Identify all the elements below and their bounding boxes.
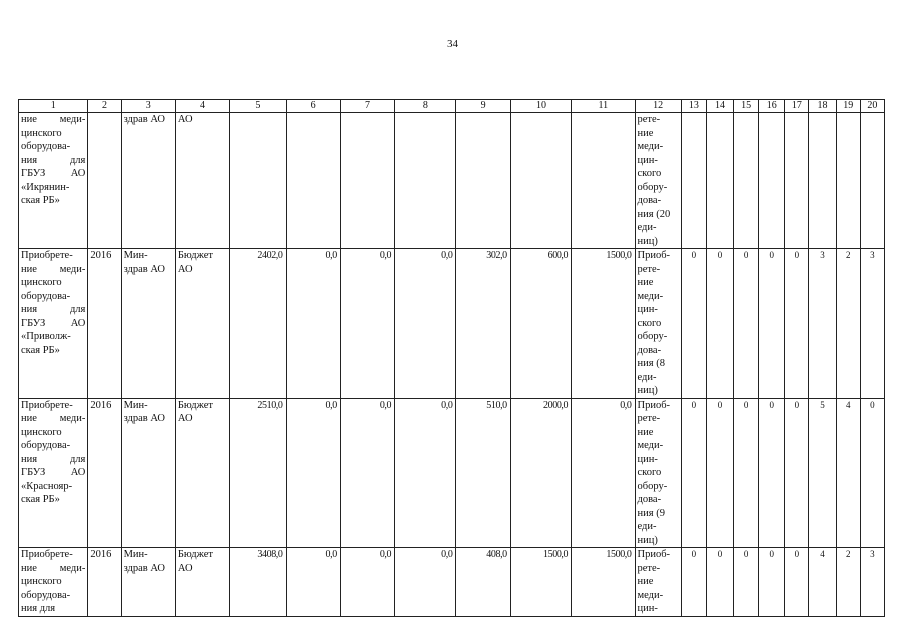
cell-result-line: рете-: [637, 114, 661, 125]
cell-description-line: оборудова-: [21, 589, 71, 601]
header-cell-10: 10: [510, 100, 571, 113]
cell-description: [19, 113, 88, 249]
cell-amount: 0,0: [395, 398, 456, 548]
cell-result: [635, 548, 681, 617]
cell-source-line: АО: [177, 562, 193, 574]
cell-description-line: Приобрете-: [21, 250, 73, 261]
cell-amount: [510, 113, 571, 249]
header-cell-6: 6: [286, 100, 340, 113]
header-cell-20: 20: [860, 100, 884, 113]
cell-executor-line: здрав АО: [123, 263, 166, 275]
page-number: 34: [447, 38, 458, 50]
header-cell-5: 5: [230, 100, 286, 113]
cell-description-line: ния для: [21, 154, 86, 166]
cell-description-line: «Краснояр-: [21, 480, 73, 492]
cell-year: 2016: [88, 548, 121, 617]
cell-amount: 1500,0: [510, 548, 571, 617]
cell-amount: 302,0: [456, 249, 510, 399]
cell-result-line: ния (9: [637, 507, 665, 519]
cell-executor: [121, 113, 175, 249]
cell-indicator: [785, 113, 809, 249]
cell-description-line: «Икрянин-: [21, 181, 70, 193]
cell-amount: 0,0: [572, 398, 635, 548]
cell-amount: 0,0: [340, 249, 394, 399]
cell-indicator: 0: [681, 548, 706, 617]
cell-result-line: ние: [637, 576, 654, 587]
cell-indicator: 0: [706, 249, 733, 399]
cell-source: [175, 249, 229, 399]
cell-amount: [286, 113, 340, 249]
cell-result-line: ского: [637, 317, 662, 329]
cell-amount: 0,0: [286, 548, 340, 617]
cell-indicator: 0: [860, 398, 884, 548]
cell-executor: [121, 249, 175, 399]
cell-amount: 3408,0: [230, 548, 286, 617]
cell-indicator: 3: [860, 548, 884, 617]
cell-result-line: дова-: [637, 494, 662, 505]
cell-executor-line: здрав АО: [123, 114, 166, 125]
cell-result-line: меди-: [637, 141, 664, 152]
cell-indicator: [706, 113, 733, 249]
cell-amount: 1500,0: [572, 249, 635, 399]
cell-description-line: ния для: [21, 453, 86, 465]
cell-executor-line: здрав АО: [123, 562, 166, 574]
cell-indicator: 4: [809, 548, 836, 617]
cell-amount: 510,0: [456, 398, 510, 548]
cell-amount: 2510,0: [230, 398, 286, 548]
cell-executor-line: Мин-: [123, 250, 148, 261]
header-cell-1: 1: [19, 100, 88, 113]
cell-result-line: ского: [637, 168, 662, 179]
cell-result-line: еди-: [637, 222, 657, 233]
header-cell-16: 16: [759, 100, 785, 113]
cell-indicator: 2: [836, 548, 860, 617]
table-row: [19, 548, 885, 617]
cell-description-line: цинского: [21, 127, 62, 139]
cell-indicator: 3: [809, 249, 836, 399]
cell-description-line: ская РБ»: [21, 494, 60, 505]
cell-result-line: рете-: [637, 562, 661, 574]
header-cell-18: 18: [809, 100, 836, 113]
cell-executor-line: здрав АО: [123, 413, 166, 424]
cell-result-line: ния (20: [637, 208, 671, 220]
cell-source: [175, 548, 229, 617]
cell-indicator: 0: [759, 249, 785, 399]
cell-amount: [395, 113, 456, 249]
cell-amount: 600,0: [510, 249, 571, 399]
cell-indicator: 0: [706, 548, 733, 617]
cell-result: [635, 113, 681, 249]
cell-year: 2016: [88, 398, 121, 548]
cell-amount: 0,0: [395, 548, 456, 617]
cell-indicator: 0: [734, 398, 759, 548]
table-row: [19, 249, 885, 399]
cell-executor: [121, 548, 175, 617]
budget-table: [18, 99, 885, 617]
cell-result-line: ского: [637, 467, 662, 478]
cell-result-line: меди-: [637, 290, 664, 302]
cell-indicator: 4: [836, 398, 860, 548]
cell-indicator: [681, 113, 706, 249]
cell-description-line: ГБУЗ АО: [21, 168, 86, 179]
cell-executor-line: Мин-: [123, 399, 148, 411]
cell-description-line: «Приволж-: [21, 331, 71, 342]
cell-result-line: еди-: [637, 371, 657, 383]
cell-result-line: цин-: [637, 154, 658, 166]
cell-indicator: [809, 113, 836, 249]
cell-source-line: АО: [177, 114, 193, 125]
cell-source-line: Бюджет: [177, 399, 213, 411]
cell-description-line: ГБУЗ АО: [21, 317, 86, 329]
cell-result-line: обору-: [637, 181, 668, 193]
table-row: [19, 113, 885, 249]
cell-amount: 2402,0: [230, 249, 286, 399]
cell-description: [19, 398, 88, 548]
cell-result-line: меди-: [637, 440, 664, 451]
cell-result-line: Приоб-: [637, 399, 671, 411]
cell-result-line: рете-: [637, 263, 661, 275]
cell-indicator: 0: [759, 398, 785, 548]
header-cell-3: 3: [121, 100, 175, 113]
cell-description-line: Приобрете-: [21, 549, 73, 560]
header-cell-11: 11: [572, 100, 635, 113]
cell-description-line: ская РБ»: [21, 344, 60, 356]
cell-amount: 0,0: [340, 548, 394, 617]
header-cell-17: 17: [785, 100, 809, 113]
cell-source-line: АО: [177, 413, 193, 424]
cell-indicator: [836, 113, 860, 249]
cell-amount: 0,0: [286, 249, 340, 399]
cell-description: [19, 249, 88, 399]
cell-indicator: 0: [785, 548, 809, 617]
cell-description: [19, 548, 88, 617]
cell-result-line: ния (8: [637, 358, 665, 369]
cell-year: [88, 113, 121, 249]
cell-indicator: 3: [860, 249, 884, 399]
header-cell-7: 7: [340, 100, 394, 113]
cell-result-line: Приоб-: [637, 549, 671, 560]
cell-result-line: цин-: [637, 453, 658, 465]
cell-description-line: оборудова-: [21, 440, 71, 451]
table-body: [19, 100, 885, 617]
cell-amount: [340, 113, 394, 249]
cell-indicator: 0: [734, 249, 759, 399]
cell-description-line: цинского: [21, 576, 62, 587]
cell-amount: [456, 113, 510, 249]
cell-description-line: Приобрете-: [21, 399, 73, 411]
cell-result-line: цин-: [637, 304, 658, 315]
cell-result-line: ние: [637, 426, 654, 438]
cell-description-line: ние меди-: [21, 114, 86, 125]
cell-source: [175, 113, 229, 249]
cell-amount: 408,0: [456, 548, 510, 617]
cell-source-line: АО: [177, 263, 193, 275]
cell-indicator: 0: [785, 398, 809, 548]
cell-description-line: оборудова-: [21, 141, 71, 152]
cell-indicator: 0: [785, 249, 809, 399]
header-cell-2: 2: [88, 100, 121, 113]
cell-year: 2016: [88, 249, 121, 399]
cell-description-line: оборудова-: [21, 290, 71, 302]
cell-source-line: Бюджет: [177, 250, 213, 261]
cell-result-line: ниц): [637, 235, 658, 247]
header-cell-14: 14: [706, 100, 733, 113]
cell-description-line: цинского: [21, 426, 62, 438]
header-cell-12: 12: [635, 100, 681, 113]
cell-result-line: меди-: [637, 589, 664, 601]
cell-description-line: ния для: [21, 304, 86, 315]
cell-result-line: ние: [637, 277, 654, 288]
cell-amount: 0,0: [395, 249, 456, 399]
cell-indicator: 0: [681, 398, 706, 548]
cell-indicator: 0: [706, 398, 733, 548]
cell-indicator: [860, 113, 884, 249]
cell-result-line: обору-: [637, 331, 668, 342]
cell-description-line: цинского: [21, 277, 62, 288]
cell-result-line: рете-: [637, 413, 661, 424]
cell-description-line: ская РБ»: [21, 195, 60, 206]
cell-amount: [230, 113, 286, 249]
cell-indicator: 5: [809, 398, 836, 548]
cell-description-line: ния для: [21, 603, 56, 614]
header-cell-15: 15: [734, 100, 759, 113]
cell-result: [635, 249, 681, 399]
cell-result-line: обору-: [637, 480, 668, 492]
header-cell-4: 4: [175, 100, 229, 113]
cell-source: [175, 398, 229, 548]
cell-result-line: Приоб-: [637, 250, 671, 261]
cell-description-line: ние меди-: [21, 263, 86, 275]
cell-indicator: [734, 113, 759, 249]
cell-executor: [121, 398, 175, 548]
cell-amount: 1500,0: [572, 548, 635, 617]
cell-indicator: 0: [759, 548, 785, 617]
table-row: [19, 398, 885, 548]
cell-amount: 2000,0: [510, 398, 571, 548]
cell-result: [635, 398, 681, 548]
cell-result-line: еди-: [637, 521, 657, 532]
cell-indicator: [759, 113, 785, 249]
cell-description-line: ние меди-: [21, 562, 86, 574]
header-cell-13: 13: [681, 100, 706, 113]
header-row: [19, 100, 885, 113]
header-cell-8: 8: [395, 100, 456, 113]
cell-description-line: ние меди-: [21, 413, 86, 424]
cell-amount: 0,0: [286, 398, 340, 548]
cell-amount: 0,0: [340, 398, 394, 548]
cell-amount: [572, 113, 635, 249]
cell-result-line: дова-: [637, 344, 662, 356]
cell-result-line: ниц): [637, 385, 658, 396]
cell-indicator: 0: [734, 548, 759, 617]
cell-description-line: ГБУЗ АО: [21, 467, 86, 478]
cell-source-line: Бюджет: [177, 549, 213, 560]
cell-result-line: ние: [637, 127, 654, 139]
cell-result-line: цин-: [637, 603, 658, 614]
cell-result-line: ниц): [637, 534, 658, 546]
header-cell-19: 19: [836, 100, 860, 113]
cell-result-line: дова-: [637, 195, 662, 206]
header-cell-9: 9: [456, 100, 510, 113]
cell-indicator: 0: [681, 249, 706, 399]
cell-indicator: 2: [836, 249, 860, 399]
cell-executor-line: Мин-: [123, 549, 148, 560]
